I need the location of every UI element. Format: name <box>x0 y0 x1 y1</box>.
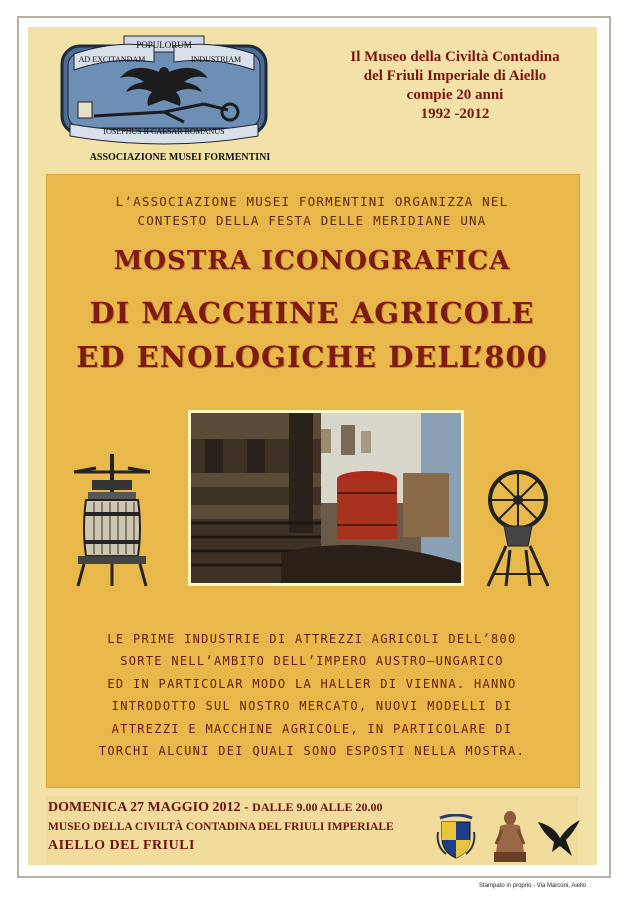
anniversary-line-4: 1992 -2012 <box>420 106 490 122</box>
intro-line-2: CONTESTO DELLA FESTA DELLE MERIDIANE UNA <box>137 213 487 228</box>
description-line-2: SORTE NELL’AMBITO DELL’IMPERO AUSTRO—UNGARICO <box>120 654 504 669</box>
anniversary-line-3: compie 20 anni <box>406 87 504 103</box>
logo-bottom-text: IOSEPHUS II CAESAR ROMANUS <box>103 127 225 136</box>
description-text <box>46 628 578 762</box>
print-credits: Stampato in proprio - Via Marconi, Aiello <box>479 883 586 889</box>
event-date-text: DOMENICA 27 MAGGIO 2012 - <box>48 800 249 815</box>
crusher-illustration <box>478 466 558 588</box>
association-logo <box>54 32 274 150</box>
description-line-1: LE PRIME INDUSTRIE DI ATTREZZI AGRICOLI DELL’800 <box>107 632 517 646</box>
logo-right-text: INDUSTRIAM <box>190 55 242 64</box>
headline-line-2: DI MACCHINE AGRICOLE <box>89 296 535 330</box>
intro-line-1: L’ASSOCIAZIONE MUSEI FORMENTINI ORGANIZZA NEL <box>115 194 509 209</box>
eagle-icon <box>536 816 582 858</box>
anniversary-block <box>330 48 580 124</box>
wine-press-illustration <box>66 452 158 588</box>
event-town: AIELLO DEL FRIULI <box>48 838 195 853</box>
event-place: MUSEO DELLA CIVILTÀ CONTADINA DEL FRIULI IMPERIALE <box>48 821 394 833</box>
event-hours: DALLE 9.00 ALLE 20.00 <box>252 800 383 814</box>
statue-icon <box>490 810 530 862</box>
description-line-4: INTRODOTTO SUL NOSTRO MERCATO, NUOVI MODELLI DI <box>111 699 513 714</box>
logo-top-text: POPULORUM <box>136 40 192 50</box>
intro-text <box>46 192 578 230</box>
headline-line-3: ED ENOLOGICHE DELL’800 <box>76 340 548 374</box>
description-line-3: ED IN PARTICOLAR MODO LA HALLER DI VIENNA. HANNO <box>107 676 517 691</box>
event-date <box>48 800 383 816</box>
description-line-5: ATTREZZI E MACCHINE AGRICOLE, IN PARTICOLARE DI <box>111 721 513 736</box>
description-line-6: TORCHI ALCUNI DEI QUALI SONO ESPOSTI NELLA MOSTRA. <box>98 744 526 759</box>
coat-of-arms-icon <box>436 814 476 860</box>
anniversary-line-1: Il Museo della Civiltà Contadina <box>350 49 560 65</box>
logo-caption: ASSOCIAZIONE MUSEI FORMENTINI <box>89 152 271 163</box>
headline-line-1: MOSTRA ICONOGRAFICA <box>113 246 511 276</box>
press-photo <box>188 410 464 586</box>
logo-left-text: AD EXCITANDAM <box>78 55 146 64</box>
anniversary-line-2: del Friuli Imperiale di Aiello <box>363 68 547 84</box>
